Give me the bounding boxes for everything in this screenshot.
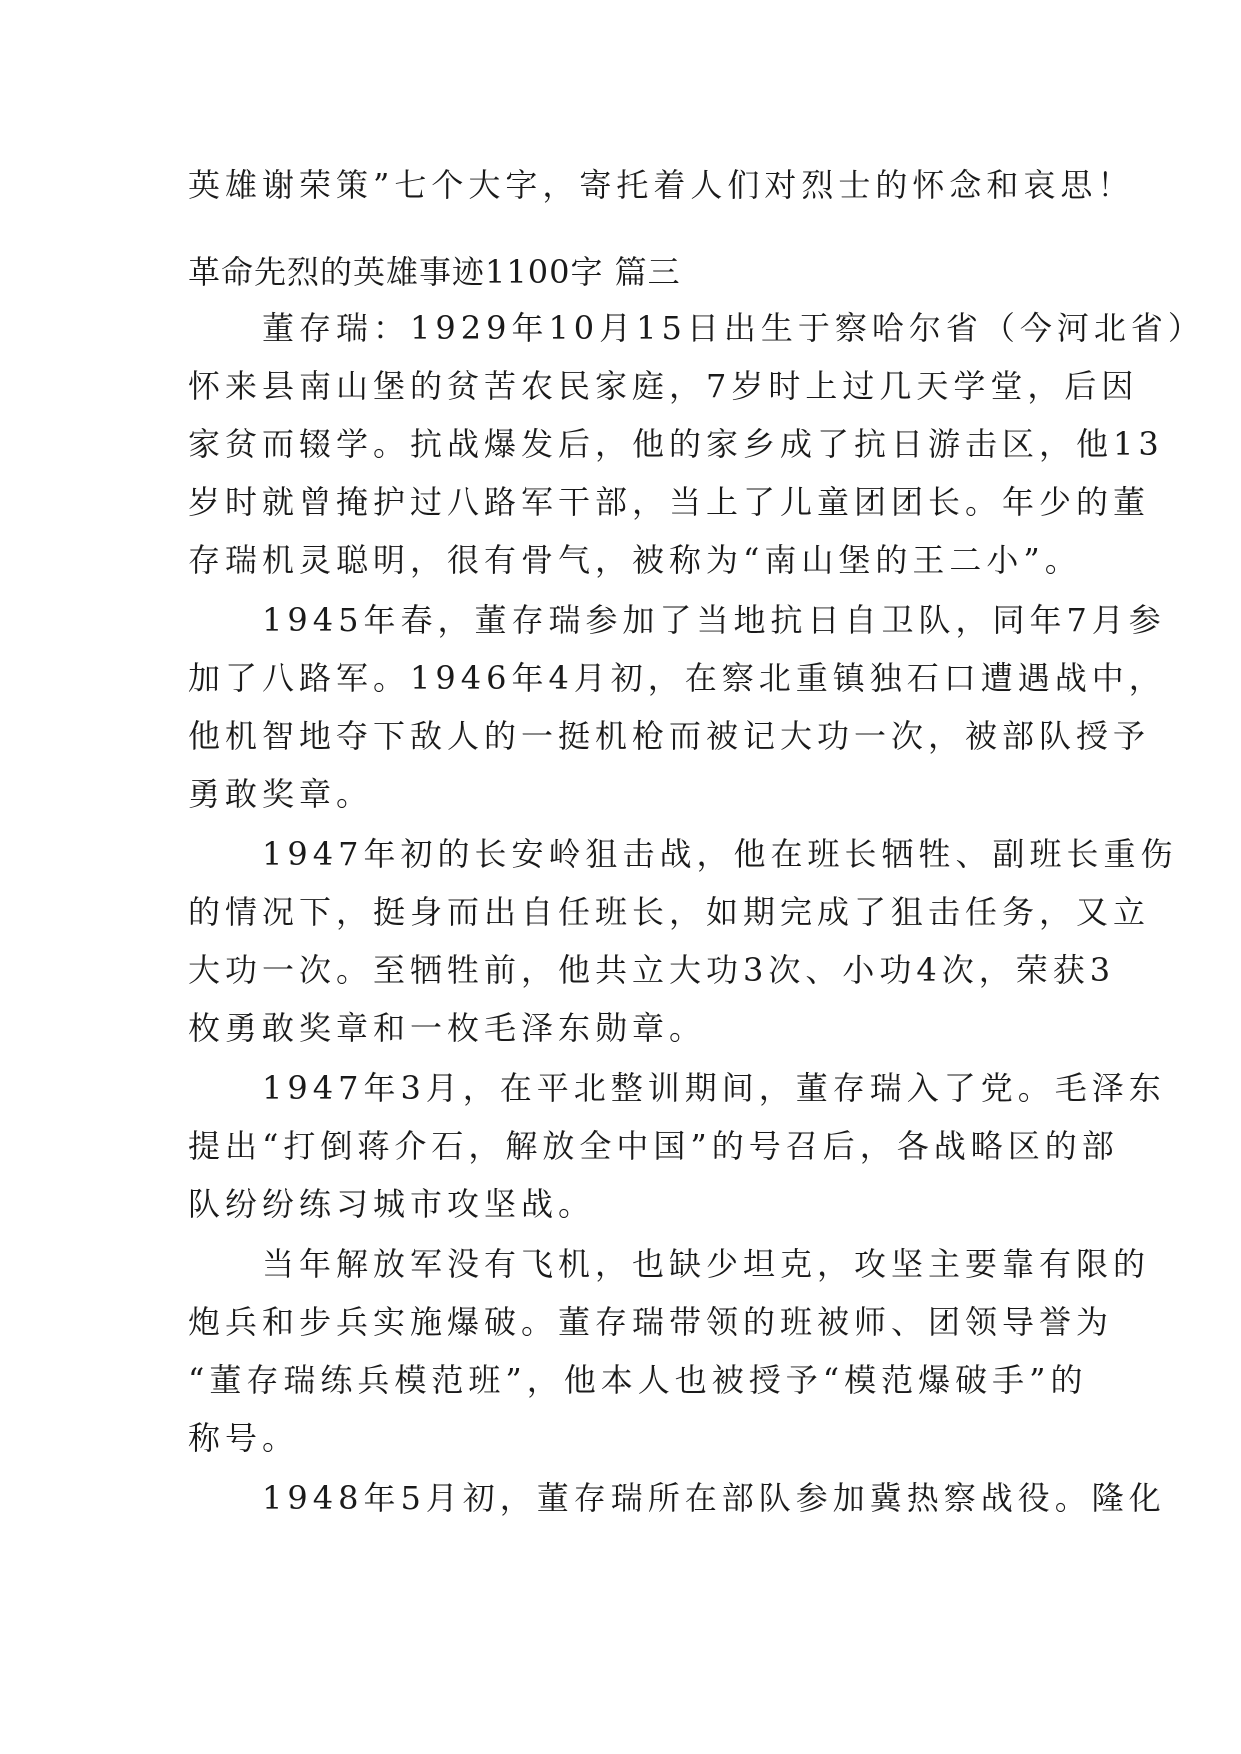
paragraph-line: 加了八路军。1946年4月初，在察北重镇独石口遭遇战中， xyxy=(188,659,1166,697)
section-title: 革命先烈的英雄事迹1100字 篇三 xyxy=(188,253,681,291)
paragraph-line: 提出“打倒蒋介石，解放全中国”的号召后，各战略区的部 xyxy=(188,1127,1119,1165)
paragraph-line: 炮兵和步兵实施爆破。董存瑞带领的班被师、团领导誉为 xyxy=(188,1303,1114,1341)
paragraph-line: 怀来县南山堡的贫苦农民家庭，7岁时上过几天学堂，后因 xyxy=(188,367,1139,405)
paragraph-line: 1945年春，董存瑞参加了当地抗日自卫队，同年7月参 xyxy=(188,601,1166,639)
paragraph-line: 董存瑞：1929年10月15日出生于察哈尔省（今河北省） xyxy=(188,309,1205,347)
paragraph-line: 家贫而辍学。抗战爆发后，他的家乡成了抗日游击区，他13 xyxy=(188,425,1164,463)
paragraph-line: 勇敢奖章。 xyxy=(188,775,374,813)
paragraph-line: 存瑞机灵聪明，很有骨气，被称为“南山堡的王二小”。 xyxy=(188,541,1082,579)
intro-line: 英雄谢荣策”七个大字，寄托着人们对烈士的怀念和哀思！ xyxy=(188,166,1135,204)
paragraph-line: 枚勇敢奖章和一枚毛泽东勋章。 xyxy=(188,1009,707,1047)
paragraph-line: 的情况下，挺身而出自任班长，如期完成了狙击任务，又立 xyxy=(188,893,1151,931)
paragraph-line: 大功一次。至牺牲前，他共立大功3次、小功4次，荣获3 xyxy=(188,951,1116,989)
paragraph-line: 1947年初的长安岭狙击战，他在班长牺牲、副班长重伤 xyxy=(188,835,1178,873)
paragraph-line: 1947年3月，在平北整训期间，董存瑞入了党。毛泽东 xyxy=(188,1069,1166,1107)
paragraph-line: 称号。 xyxy=(188,1419,300,1457)
paragraph-line: “董存瑞练兵模范班”，他本人也被授予“模范爆破手”的 xyxy=(188,1361,1088,1399)
paragraph-line: 他机智地夺下敌人的一挺机枪而被记大功一次，被部队授予 xyxy=(188,717,1151,755)
paragraph-line: 当年解放军没有飞机，也缺少坦克，攻坚主要靠有限的 xyxy=(188,1245,1151,1283)
paragraph-line: 岁时就曾掩护过八路军干部，当上了儿童团团长。年少的董 xyxy=(188,483,1151,521)
paragraph-line: 1948年5月初，董存瑞所在部队参加冀热察战役。隆化 xyxy=(188,1479,1166,1517)
paragraph-line: 队纷纷练习城市攻坚战。 xyxy=(188,1185,596,1223)
